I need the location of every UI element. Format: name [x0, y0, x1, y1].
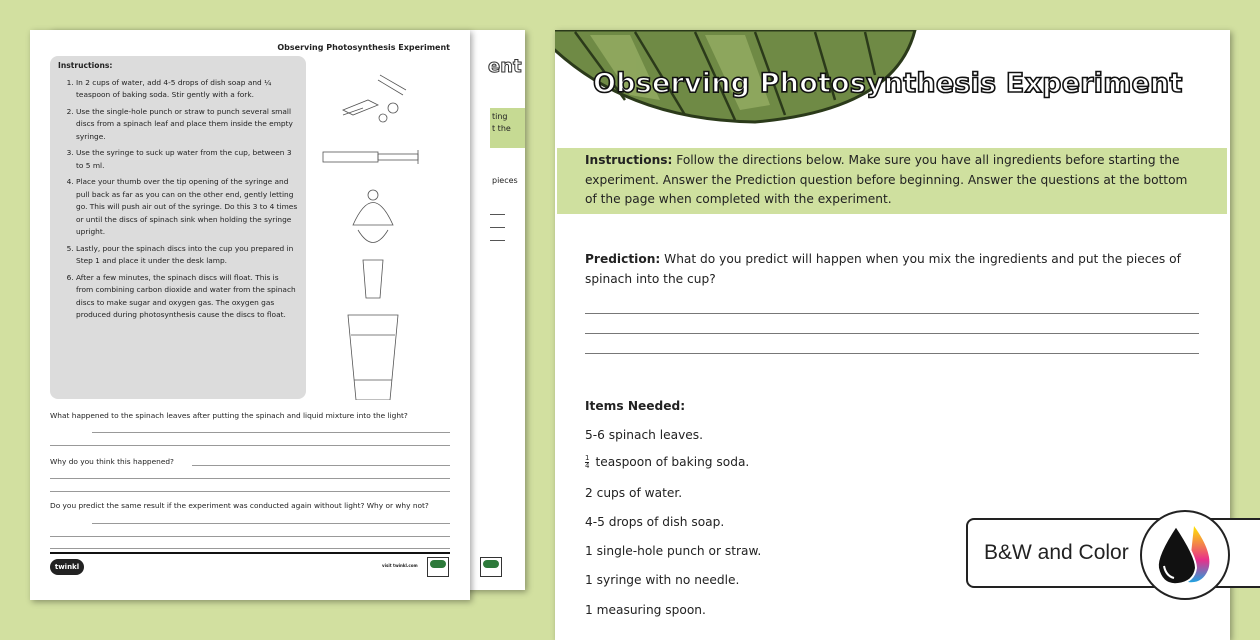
answer-line[interactable] — [50, 536, 450, 537]
instructions-heading: Instructions: — [58, 61, 113, 70]
item: 2 cups of water. — [585, 486, 683, 500]
bw-worksheet-page — [30, 30, 470, 600]
back-badge-icon — [480, 557, 502, 577]
items-heading: Items Needed: — [585, 399, 686, 413]
back-text: pieces — [492, 176, 518, 185]
back-text: ting — [492, 112, 508, 121]
item: 1 measuring spoon. — [585, 603, 706, 617]
back-title-fragment: ent — [488, 56, 522, 77]
back-line — [490, 214, 505, 215]
answer-line[interactable] — [585, 353, 1199, 354]
back-line — [490, 240, 505, 241]
step: 5. Lastly, pour the spinach discs into the cup you prepared in Step 1 and place it under the desk lamp. — [76, 243, 298, 268]
ink-drops-icon — [1140, 510, 1230, 600]
equipment-illustrations — [318, 70, 428, 400]
large-cup-icon — [348, 315, 398, 400]
answer-line[interactable] — [50, 491, 450, 492]
visit-text: visit twinkl.com — [382, 563, 418, 568]
lamp-icon — [353, 190, 393, 243]
answer-line[interactable] — [50, 478, 450, 479]
answer-line[interactable] — [50, 445, 450, 446]
step: 4. Place your thumb over the tip opening of the syringe and pull back as far as you can on the other end, gently letting go. This will push air out of the syringe. Do this 3 to 4 times or until the discs of spinach sink when holding the syringe upright. — [76, 176, 298, 239]
prediction-section — [585, 249, 1200, 289]
small-cup-icon — [363, 260, 383, 298]
answer-line[interactable] — [192, 465, 450, 466]
answer-line[interactable] — [50, 548, 450, 549]
instructions-text: Follow the directions below. Make sure you have all ingredients before starting the experiment. Answer the Prediction question before beginning. Answer the questions at the bottom of the page when completed with the experiment. — [585, 153, 1188, 207]
hole-punch-icon — [343, 75, 406, 122]
bw-and-color-badge: B&W and Color — [966, 518, 1260, 588]
answer-line[interactable] — [92, 432, 450, 433]
prediction-label: Prediction: — [585, 252, 661, 266]
item: 1 syringe with no needle. — [585, 573, 740, 587]
answer-line[interactable] — [92, 523, 450, 524]
quality-badge-icon — [427, 557, 449, 577]
back-line — [490, 227, 505, 228]
fraction-quarter: $\frac{1}{4}$ — [585, 454, 590, 470]
question-3: Do you predict the same result if the experiment was conducted again without light? Why or why not? — [50, 501, 429, 510]
worksheet-title: Observing Photosynthesis Experiment — [593, 68, 1183, 99]
item: $\frac{1}{4}$ teaspoon of baking soda. — [585, 454, 750, 470]
prediction-text: What do you predict will happen when you mix the ingredients and put the pieces of spinach into the cup? — [585, 252, 1181, 286]
instructions-label: Instructions: — [585, 153, 673, 167]
step: 3. Use the syringe to suck up water from the cup, between 3 to 5 ml. — [76, 147, 298, 172]
step: 2. Use the single-hole punch or straw to punch several small discs from a spinach leaf and place them inside the empty syringe. — [76, 106, 298, 144]
answer-line[interactable] — [585, 333, 1199, 334]
answer-line[interactable] — [585, 313, 1199, 314]
question-2: Why do you think this happened? — [50, 457, 174, 466]
twinkl-logo: twinkl — [50, 559, 84, 575]
syringe-icon — [323, 150, 418, 164]
footer-rule — [50, 552, 450, 554]
instructions-box — [50, 56, 306, 399]
item: 4-5 drops of dish soap. — [585, 515, 725, 529]
instructions-band — [557, 148, 1227, 214]
item: 1 single-hole punch or straw. — [585, 544, 762, 558]
step: 6. After a few minutes, the spinach discs will float. This is from combining carbon dioxide and water from the spinach discs to make sugar and oxygen gas. The oxygen gas produced during photosynthesis cause the discs to float. — [76, 272, 298, 322]
worksheet-header: Observing Photosynthesis Experiment — [277, 43, 450, 52]
back-text: t the — [492, 124, 511, 133]
item: 5-6 spinach leaves. — [585, 428, 704, 442]
step: 1. In 2 cups of water, add 4-5 drops of dish soap and ¼ teaspoon of baking soda. Stir gently with a fork. — [76, 77, 298, 102]
question-1: What happened to the spinach leaves after putting the spinach and liquid mixture into the light? — [50, 411, 408, 420]
